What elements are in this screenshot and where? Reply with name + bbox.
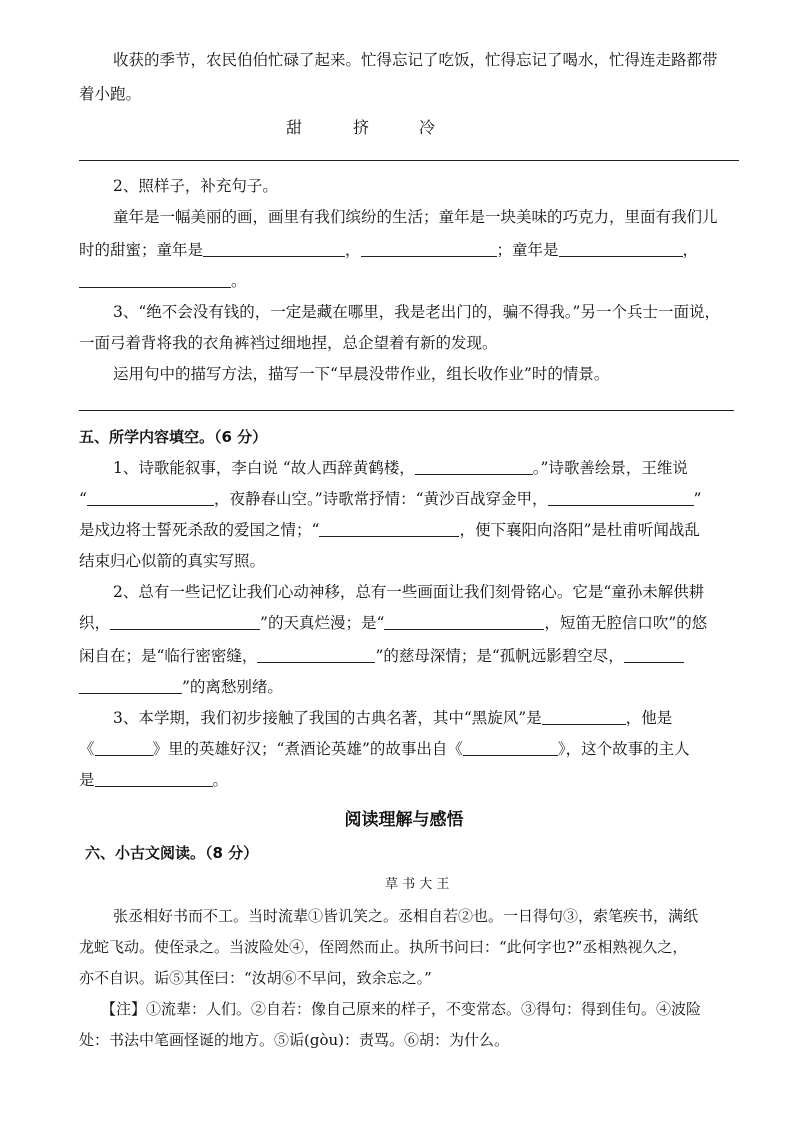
text: 1、诗歌能叙事，李白说 “故人西辞黄鹤楼，: [113, 459, 415, 477]
paragraph-line: [79, 770, 228, 790]
paragraph-line: 结束归心似箭的真实写照。: [79, 552, 266, 570]
text: 。”诗歌善绘景，王维说: [532, 459, 688, 477]
fill-blank[interactable]: [87, 490, 214, 506]
reading-heading: 阅读理解与感悟: [344, 810, 464, 830]
paragraph-line: [79, 520, 700, 540]
text: 是戍边将士誓死杀敌的爱国之情；“: [79, 521, 320, 539]
paragraph-line: [79, 613, 707, 633]
fill-blank[interactable]: [79, 272, 231, 288]
fill-blank[interactable]: [624, 647, 684, 663]
text: “: [79, 490, 87, 508]
paragraph-line: 一面弓着背将我的衣角裤裆过细地捏，总企望着有新的发现。: [79, 334, 498, 352]
text: 闲自在；是“临行密密缝，: [79, 647, 258, 665]
fill-blank[interactable]: [463, 740, 558, 756]
paragraph-line: [79, 646, 684, 666]
fill-blank[interactable]: [559, 241, 683, 257]
fill-blank[interactable]: [319, 521, 459, 537]
fill-blank[interactable]: [95, 740, 153, 756]
paragraph-line: 童年是一幅美丽的画，画里有我们缤纷的生活；童年是一块美味的巧克力，里面有我们儿: [113, 208, 718, 226]
paragraph-line: 收获的季节，农民伯伯忙碌了起来。忙得忘记了吃饭，忙得忘记了喝水，忙得连走路都带: [113, 51, 718, 69]
fill-blank[interactable]: [79, 678, 182, 694]
text: 是: [79, 771, 95, 789]
text: ；童年是: [496, 241, 559, 259]
paragraph-line: [113, 458, 688, 478]
text: 。: [212, 771, 229, 789]
fill-blank[interactable]: [110, 614, 260, 630]
text: 。: [231, 272, 247, 290]
fill-blank[interactable]: [203, 241, 345, 257]
fill-blank[interactable]: [257, 647, 375, 663]
text: 》里的英雄好汉；“煮酒论英雄”的故事出自《: [152, 740, 463, 758]
fill-blank[interactable]: [361, 241, 497, 257]
fill-blank[interactable]: [384, 614, 544, 630]
paragraph-line: 运用句中的描写方法，描写一下“早晨没带作业，组长收作业”时的情景。: [113, 365, 610, 383]
section-title: 五、所学内容填空。（6 分）: [79, 428, 268, 446]
note-line: 【注】①流辈：人们。②自若：像自己原来的样子，不变常态。③得句：得到佳句。④波险: [101, 1000, 702, 1018]
classic-text-line: 龙蛇飞动。使侄录之。当波险处④，侄罔然而止。执所书问曰：“此何字也?”丞相熟视久之，: [79, 938, 688, 956]
text: ”的离愁别绪。: [182, 678, 283, 696]
text: ，他是: [625, 709, 673, 727]
paragraph-line: [113, 708, 672, 728]
question-title: 2、照样子，补充句子。: [113, 177, 278, 195]
paragraph-line: [79, 489, 701, 509]
paragraph-line: 2、总有一些记忆让我们心动神移，总有一些画面让我们刻骨铭心。它是“童孙未解供耕: [113, 583, 705, 601]
text: 织，: [79, 614, 111, 632]
answer-line[interactable]: [79, 410, 734, 411]
text: ”的天真烂漫；是“: [260, 614, 385, 632]
paragraph-line: [79, 240, 698, 260]
note-line: 处：书法中笔画怪诞的地方。⑤诟(gòu)：责骂。⑥胡：为什么。: [79, 1031, 510, 1049]
text: ，便下襄阳向洛阳”是杜甫听闻战乱: [459, 521, 700, 539]
section-title: 六、小古文阅读。（8 分）: [85, 844, 259, 862]
paragraph-line: 3、“绝不会没有钱的，一定是藏在哪里，我是老出门的，骗不得我。”另一个兵士一面说，: [113, 303, 720, 321]
paragraph-line: 着小跑。: [79, 85, 142, 103]
text: ，短笛无腔信口吹”的悠: [544, 614, 708, 632]
text: 》，这个故事的主人: [557, 740, 690, 758]
text: ”的慈母深情；是“孤帆远影碧空尽，: [375, 647, 624, 665]
classic-text-line: 亦不自识。诟⑤其侄曰：“汝胡⑥不早问，致余忘之。”: [79, 969, 432, 987]
fill-blank[interactable]: [548, 490, 694, 506]
paragraph-line: [79, 677, 283, 697]
story-title: 草 书 大 王: [385, 877, 450, 892]
word-choice: 挤: [353, 118, 370, 137]
paragraph-line: [79, 739, 690, 759]
fill-blank[interactable]: [415, 459, 533, 475]
answer-line[interactable]: [79, 160, 739, 161]
word-choice: 冷: [419, 118, 436, 137]
text: 时的甜蜜；童年是: [79, 241, 204, 259]
classic-text-line: 张丞相好书而不工。当时流辈①皆讥笑之。丞相自若②也。一日得句③，索笔疾书，满纸: [113, 907, 699, 925]
fill-blank[interactable]: [542, 709, 626, 725]
text: ，: [345, 241, 361, 259]
text: ，: [682, 241, 699, 259]
text: 《: [79, 740, 95, 758]
text: ，夜静春山空。”诗歌常抒情：“黄沙百战穿金甲，: [213, 490, 548, 508]
paragraph-line: [79, 271, 247, 291]
word-choice: 甜: [286, 118, 303, 137]
text: 3、本学期，我们初步接触了我国的古典名著，其中“黑旋风”是: [113, 709, 542, 727]
fill-blank[interactable]: [95, 771, 213, 787]
text: ”: [693, 490, 702, 508]
